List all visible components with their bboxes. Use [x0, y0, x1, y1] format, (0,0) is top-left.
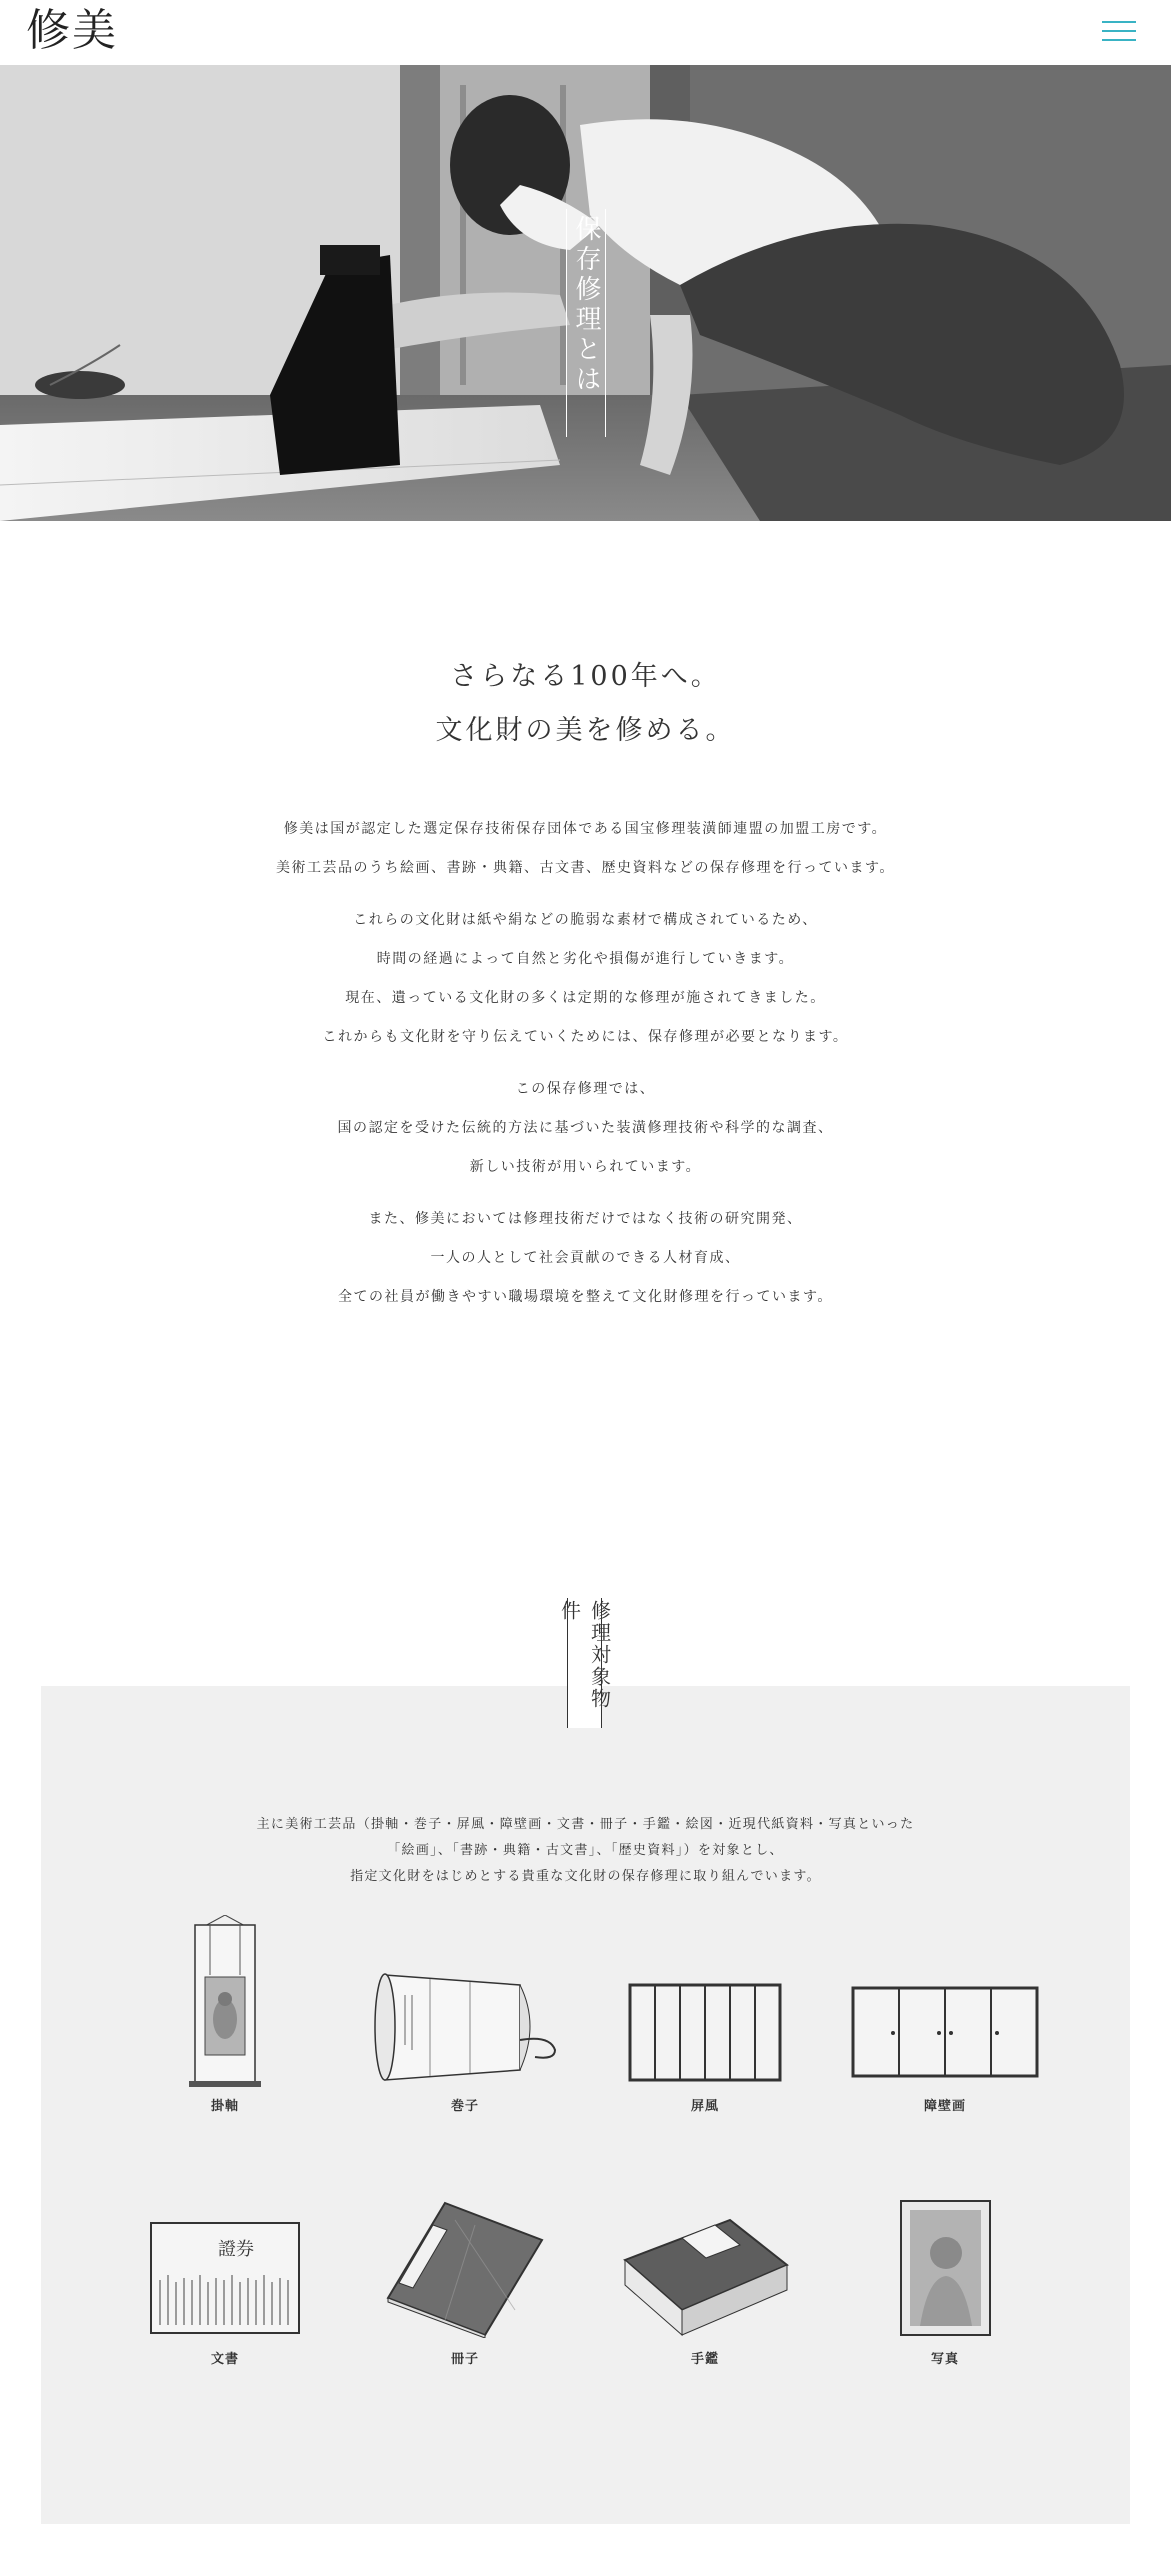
intro-paragraph [0, 1200, 1171, 1317]
photograph-icon [898, 2198, 993, 2338]
booklet-icon [385, 2200, 545, 2338]
intro-text-line: これらの文化財は紙や絹などの脆弱な素材で構成されているため、 [353, 912, 818, 928]
target-item-sasshi[interactable] [345, 2200, 585, 2367]
hero-title [566, 209, 606, 437]
target-item-shohekiga[interactable] [825, 1985, 1065, 2114]
targets-desc-line: 指定文化財をはじめとする貴重な文化財の保存修理に取り組んでいます。 [350, 1869, 821, 1884]
intro-body [0, 810, 1171, 1330]
catch-line-1: さらなる100年へ。 [450, 661, 721, 692]
site-header [0, 0, 1171, 65]
target-label: 冊子 [450, 2352, 479, 2367]
target-item-tekagami[interactable] [585, 2210, 825, 2367]
intro-text-line: 時間の経過によって自然と劣化や損傷が進行していきます。 [376, 951, 795, 967]
intro-text-line: 全ての社員が働きやすい職場環境を整えて文化財修理を行っています。 [338, 1289, 833, 1305]
targets-desc-line: 「絵画」、「書跡・典籍・古文書」、「歴史資料」）を対象とし、 [387, 1843, 784, 1858]
handscroll-icon [370, 1965, 560, 2090]
menu-bar [1102, 39, 1136, 41]
target-item-kansu[interactable] [345, 1965, 585, 2114]
svg-text:證券: 證券 [217, 2239, 254, 2260]
catchphrase [0, 650, 1171, 758]
intro-text-line: この保存修理では、 [515, 1081, 656, 1097]
intro-text-line: 修美は国が認定した選定保存技術保存団体である国宝修理装潢師連盟の加盟工房です。 [283, 821, 888, 837]
intro-paragraph [0, 810, 1171, 888]
target-label: 写真 [930, 2352, 959, 2367]
site-logo[interactable]: 修美 [26, 5, 118, 56]
target-label: 文書 [210, 2352, 239, 2367]
target-label: 掛軸 [210, 2099, 239, 2114]
intro-text-line: 現在、遺っている文化財の多くは定期的な修理が施されてきました。 [345, 990, 826, 1006]
target-label: 障壁画 [923, 2099, 966, 2114]
target-label: 手鑑 [690, 2352, 719, 2367]
targets-desc-line: 主に美術工芸品（掛軸・巻子・屏風・障壁画・文書・冊子・手鑑・絵図・近現代紙資料・写真といった [256, 1817, 915, 1832]
sliding-door-icon [850, 1985, 1040, 2080]
intro-text-line: 国の認定を受けた伝統的方法に基づいた装潢修理技術や科学的な調査、 [337, 1120, 834, 1136]
intro-text-line: 美術工芸品のうち絵画、書跡・典籍、古文書、歴史資料などの保存修理を行っています。 [276, 860, 895, 876]
target-item-byobu[interactable] [585, 1980, 825, 2114]
targets-title-text: 修理対象物件 [557, 1600, 612, 1710]
target-item-monjo[interactable] [105, 2220, 345, 2367]
target-label: 屏風 [690, 2099, 719, 2114]
intro-text-line: 一人の人として社会貢献のできる人材育成、 [430, 1250, 741, 1266]
document-icon [148, 2220, 303, 2338]
intro-text-line: これからも文化財を守り伝えていくためには、保存修理が必要となります。 [322, 1029, 849, 1045]
hanging-scroll-icon [175, 1915, 275, 2090]
menu-bar [1102, 30, 1136, 32]
folding-screen-icon [625, 1980, 785, 2085]
menu-bar [1102, 21, 1136, 23]
hero-image [0, 65, 1171, 521]
target-label: 巻子 [450, 2099, 479, 2114]
intro-paragraph [0, 1070, 1171, 1187]
target-item-kakejiku[interactable] [105, 1915, 345, 2114]
target-item-shashin[interactable] [825, 2198, 1065, 2367]
targets-description [0, 1812, 1171, 1890]
intro-text-line: また、修美においては修理技術だけではなく技術の研究開発、 [368, 1211, 803, 1227]
targets-section-title [557, 1598, 612, 1728]
album-icon [620, 2210, 790, 2338]
intro-paragraph [0, 901, 1171, 1057]
intro-section [0, 650, 1171, 758]
hamburger-menu-icon[interactable] [1102, 17, 1136, 45]
catch-line-2: 文化財の美を修める。 [435, 715, 736, 746]
hero-title-text: 保存修理とは [571, 215, 601, 395]
intro-text-line: 新しい技術が用いられています。 [469, 1159, 702, 1175]
